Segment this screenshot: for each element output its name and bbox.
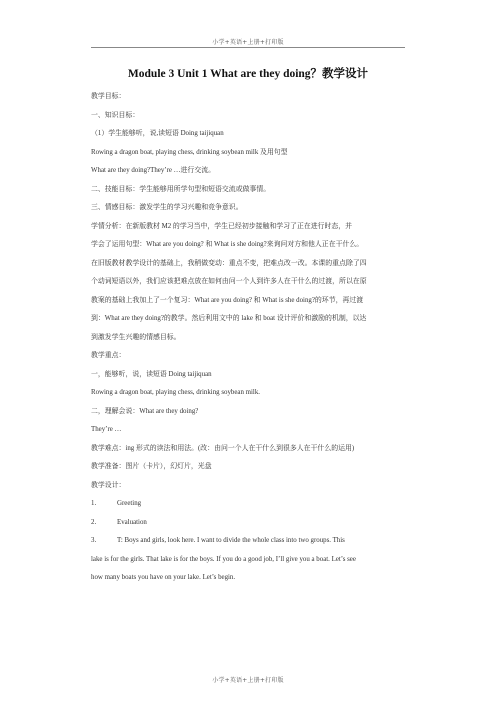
- step-continuation: lake is for the girls. That lake is for the boys. If you do a good job, I’ll give you a boat. Let’s see: [91, 555, 356, 563]
- key-points-heading: 教学重点：: [91, 352, 126, 359]
- step-text: Greeting: [117, 500, 142, 507]
- document-body: [91, 88, 407, 588]
- step-item: [91, 532, 407, 551]
- page-footer: 小学+英语+上册+打印版: [212, 677, 284, 684]
- analysis-paragraph-line: 到：What are they doing?的教学。然后利用文中的 lake 和 boat 设计评价和激励的机制，以达: [91, 315, 367, 322]
- difficulty: 教学难点：ing 形式的读法和用法。(改：由问一个人在干什么到很多人在干什么的运用): [91, 444, 355, 452]
- knowledge-objective-phrases: Rowing a dragon boat, playing chess, drinking soybean milk 及用句型: [91, 148, 288, 156]
- page-header: 小学+英语+上册+打印版: [212, 39, 284, 46]
- step-text: T: Boys and girls, look here. I want to divide the whole class into two groups. This: [117, 537, 345, 544]
- analysis-paragraph-line: 学情分析：在新版教材 M2 的学习当中，学生已经初步接触和学习了正在进行时态，并: [91, 222, 353, 230]
- step-text: Evaluation: [117, 518, 147, 526]
- analysis-paragraph-line: 在旧版教材教学设计的基础上，我稍做变动：重点不变，把难点改一改。本课的重点除了四: [91, 259, 367, 267]
- analysis-paragraph-line: 个动词短语以外，我们应该把难点放在如何由问一个人到许多人在干什么的过渡，所以在原: [91, 278, 367, 285]
- header-rule: [91, 47, 405, 48]
- skill-objective: 二、技能目标：学生能够用所学句型和短语交流或做事情。: [91, 185, 271, 193]
- section-objectives-heading: 教学目标：: [91, 93, 126, 100]
- key-point-answer: They’re …: [91, 426, 122, 433]
- key-point-phrases: Rowing a dragon boat, playing chess, drinking soybean milk.: [91, 389, 260, 396]
- preparation: 教学准备：图片（卡片），幻灯片，光盘: [91, 463, 212, 470]
- design-heading: 教学设计：: [91, 481, 126, 489]
- step-continuation: how many boats you have on your lake. Let’s begin.: [91, 574, 236, 581]
- emotion-objective: 三、情感目标：激发学生的学习兴趣和竞争意识。: [91, 204, 243, 211]
- step-number: 2.: [91, 518, 97, 526]
- key-point-one: 一，能够听，说，读短语 Doing taijiquan: [91, 370, 212, 378]
- step-item: [91, 495, 407, 514]
- step-item: [91, 514, 407, 533]
- step-number: 1.: [91, 500, 97, 507]
- analysis-paragraph-line: 学会了运用句型：What are you doing? 和 What is she doing?来询问对方和他人正在干什么。: [91, 241, 364, 248]
- step-number: 3.: [91, 537, 97, 544]
- analysis-paragraph-line: 教案的基础上我加上了一个复习：What are you doing? 和 What is she doing?的环节，再过渡: [91, 296, 364, 304]
- key-point-two: 二，理解会说：What are they doing?: [91, 407, 199, 415]
- knowledge-objective-item: （1）学生能够听，说,读短语 Doing taijiquan: [91, 130, 224, 137]
- knowledge-objective-pattern: What are they doing?They’re …进行交流。: [91, 167, 215, 174]
- knowledge-objective-heading: 一、知识目标：: [91, 111, 140, 119]
- analysis-paragraph-line: 到激发学生兴趣的情感目标。: [91, 333, 181, 341]
- document-title: Module 3 Unit 1 What are they doing？教学设计: [127, 68, 369, 80]
